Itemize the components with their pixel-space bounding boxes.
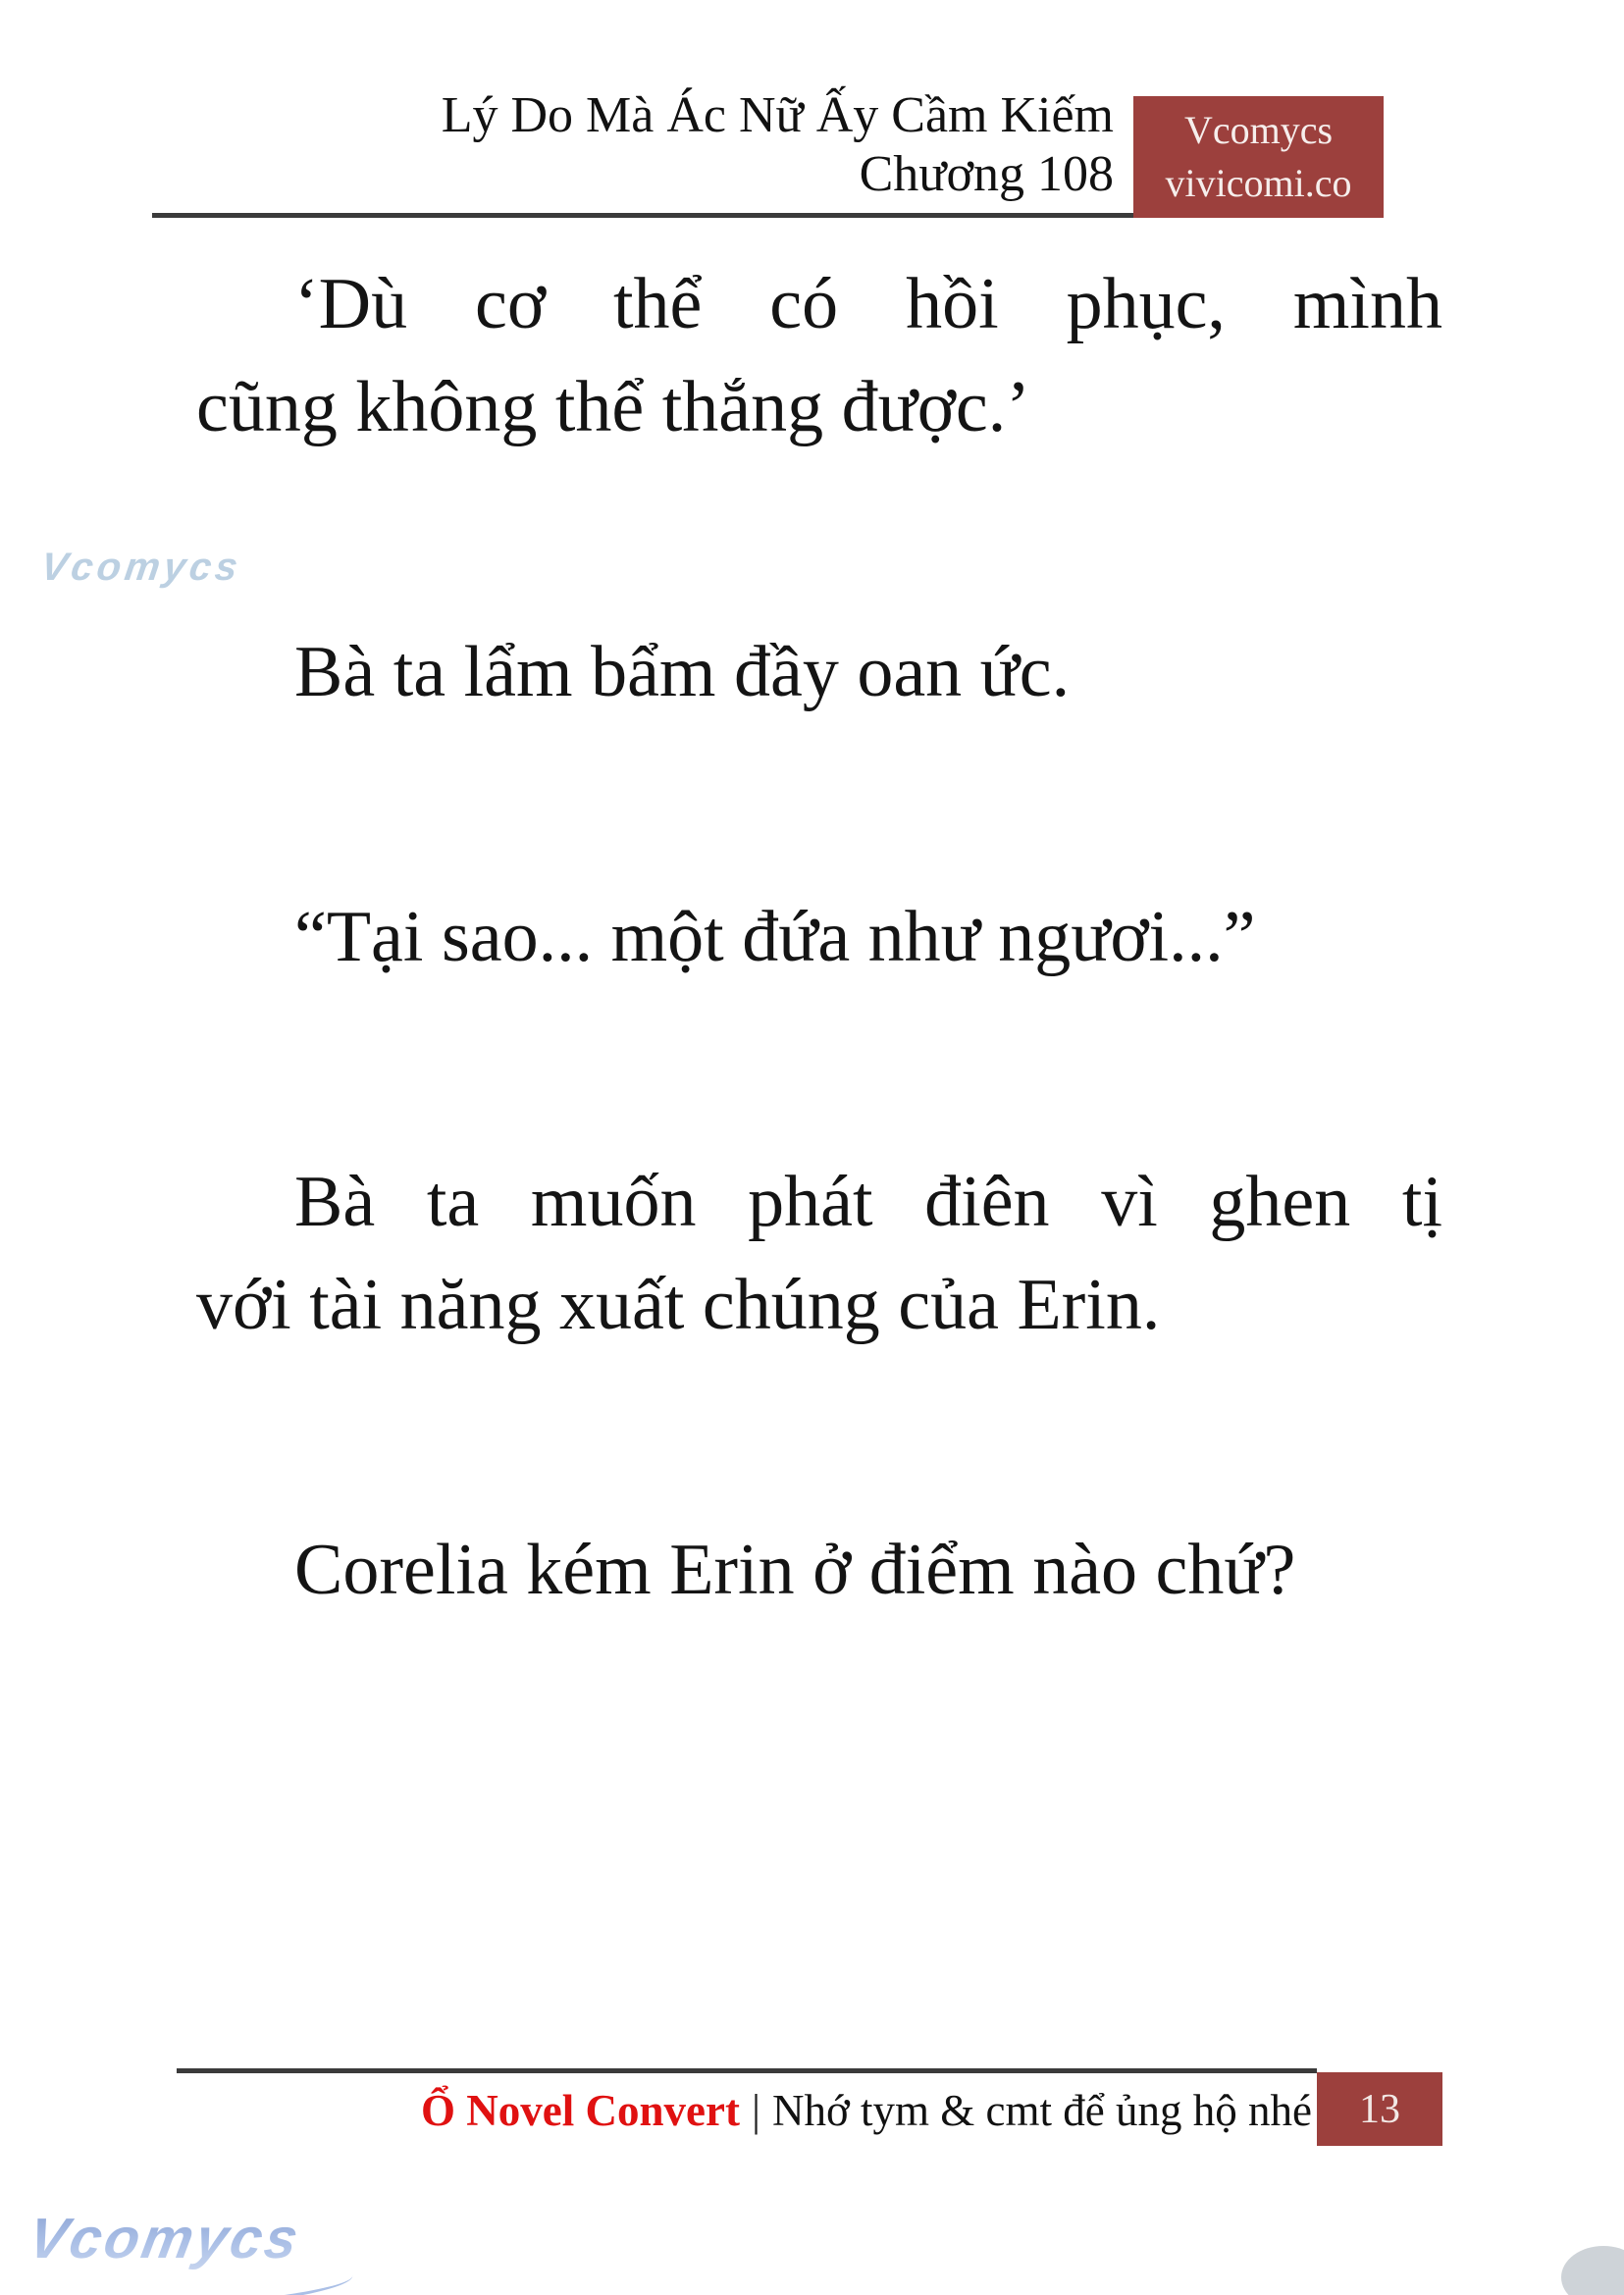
paragraph [196, 621, 1442, 724]
paragraph-line: Bà ta muốn phát điên vì ghen tị [294, 1162, 1442, 1242]
story-text [196, 253, 1442, 1784]
footer-divider [177, 2068, 1317, 2073]
chapter-number: Chương 108 [859, 146, 1114, 202]
paragraph-line: ‘Dù cơ thể có hồi phục, mình [294, 264, 1442, 344]
footer-group-name: Ổ Novel Convert [421, 2086, 740, 2135]
paragraph-line: “Tại sao... một đứa như ngươi...” [294, 897, 1256, 977]
brand-site: vivicomi.co [1165, 161, 1352, 205]
corner-smudge-icon [1561, 2246, 1624, 2295]
page-number: 13 [1359, 2086, 1400, 2132]
paragraph [196, 1519, 1442, 1622]
footer-separator: | [751, 2086, 760, 2135]
brand-name: Vcomycs [1183, 108, 1334, 152]
footer-note: Nhớ tym & cmt để ủng hộ nhé [771, 2086, 1312, 2135]
paragraph-line: với tài năng xuất chúng của Erin. [196, 1265, 1161, 1345]
paragraph [196, 253, 1442, 459]
series-title: Lý Do Mà Ác Nữ Ấy Cầm Kiếm [441, 87, 1114, 143]
paragraph [196, 1151, 1442, 1357]
vcomycs-watermark: Vcomycs [37, 546, 244, 589]
chapter-header [152, 86, 1114, 204]
page-number-badge [1317, 2072, 1442, 2146]
paragraph [196, 886, 1442, 989]
brand-box [1133, 96, 1384, 218]
paragraph-line: Bà ta lẩm bẩm đầy oan ức. [294, 632, 1071, 712]
footer-credit [421, 2082, 1312, 2139]
paragraph-line: cũng không thể thắng được.’ [196, 367, 1030, 447]
paragraph-line: Corelia kém Erin ở điểm nào chứ? [294, 1530, 1296, 1610]
vcomycs-logo: Vcomycs [24, 2207, 306, 2270]
